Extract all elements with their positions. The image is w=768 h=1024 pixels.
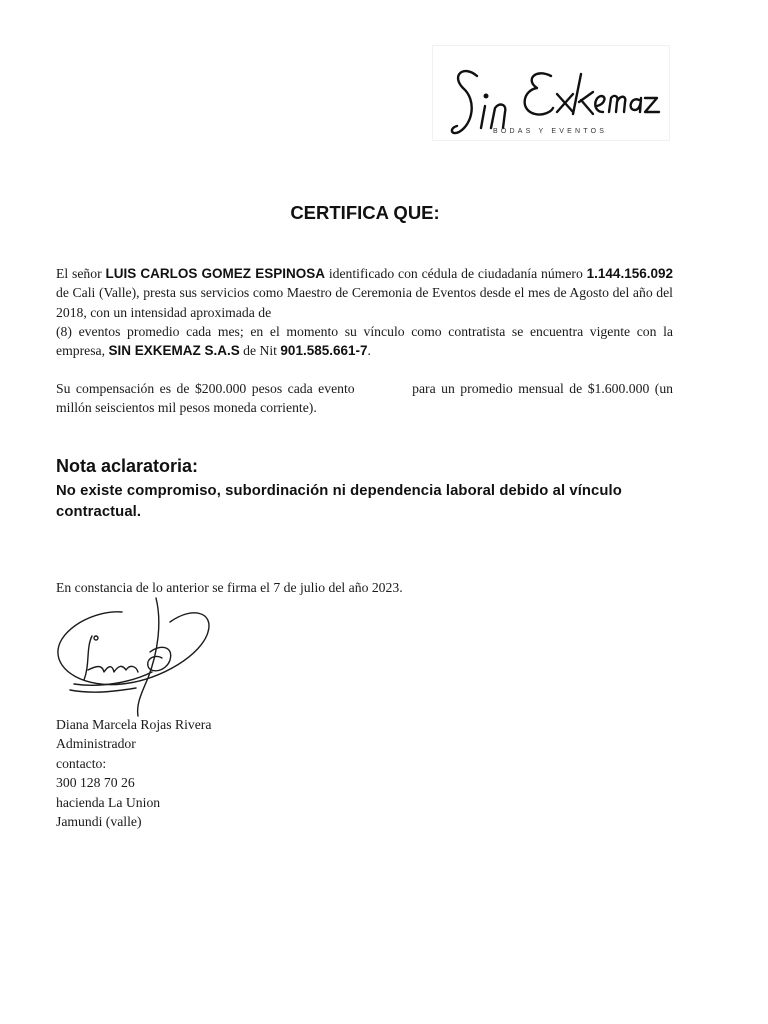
person-name: LUIS CARLOS GOMEZ ESPINOSA	[105, 266, 325, 281]
contact-label: contacto:	[56, 755, 107, 771]
text-segment: de Nit	[239, 343, 281, 359]
logo-subtitle: BODAS Y EVENTOS	[493, 128, 608, 135]
company-logo	[432, 45, 670, 141]
note-title: Nota aclaratoria:	[56, 456, 199, 476]
text-segment: Su compensación es de $200.000 pesos cada evento	[56, 381, 355, 396]
text-segment: El señor	[56, 266, 106, 281]
signer-role: Administrador	[56, 736, 136, 752]
compensation-paragraph	[56, 379, 673, 418]
text-segment: .	[367, 343, 371, 359]
company-nit: 901.585.661-7	[280, 343, 368, 359]
signing-statement: En constancia de lo anterior se firma el 7 de julio del año 2023.	[56, 580, 403, 595]
contact-city: Jamundi (valle)	[56, 814, 142, 830]
text-segment: de Cali (Valle), presta sus servicios como Maestro de Ceremonia de Eventos desde el mes de Agosto del año del 2018, con un intensidad aproximada de	[56, 285, 673, 320]
certificate-paragraph-1	[56, 264, 673, 360]
text-segment: identificado con cédula de ciudadanía número	[324, 266, 587, 281]
company-name: SIN EXKEMAZ S.A.S	[108, 343, 240, 359]
note-text: No existe compromiso, subordinación ni dependencia laboral debido al vínculo contractual.	[56, 483, 622, 520]
handwritten-signature	[52, 592, 222, 722]
signer-name: Diana Marcela Rojas Rivera	[56, 717, 212, 732]
text-segment: (8) eventos promedio cada mes; en el momento su vínculo como contratista se encuentra vigente con la empresa,	[56, 323, 673, 359]
text-segment: para un promedio mensual de $1.600.000 (un millón seiscientos mil pesos moneda corriente).	[56, 381, 674, 416]
certificate-title: CERTIFICA QUE:	[290, 202, 440, 223]
signer-block	[56, 715, 211, 831]
contact-place: hacienda La Union	[56, 794, 161, 810]
id-number: 1.144.156.092	[586, 266, 673, 281]
contact-phone: 300 128 70 26	[56, 775, 135, 791]
